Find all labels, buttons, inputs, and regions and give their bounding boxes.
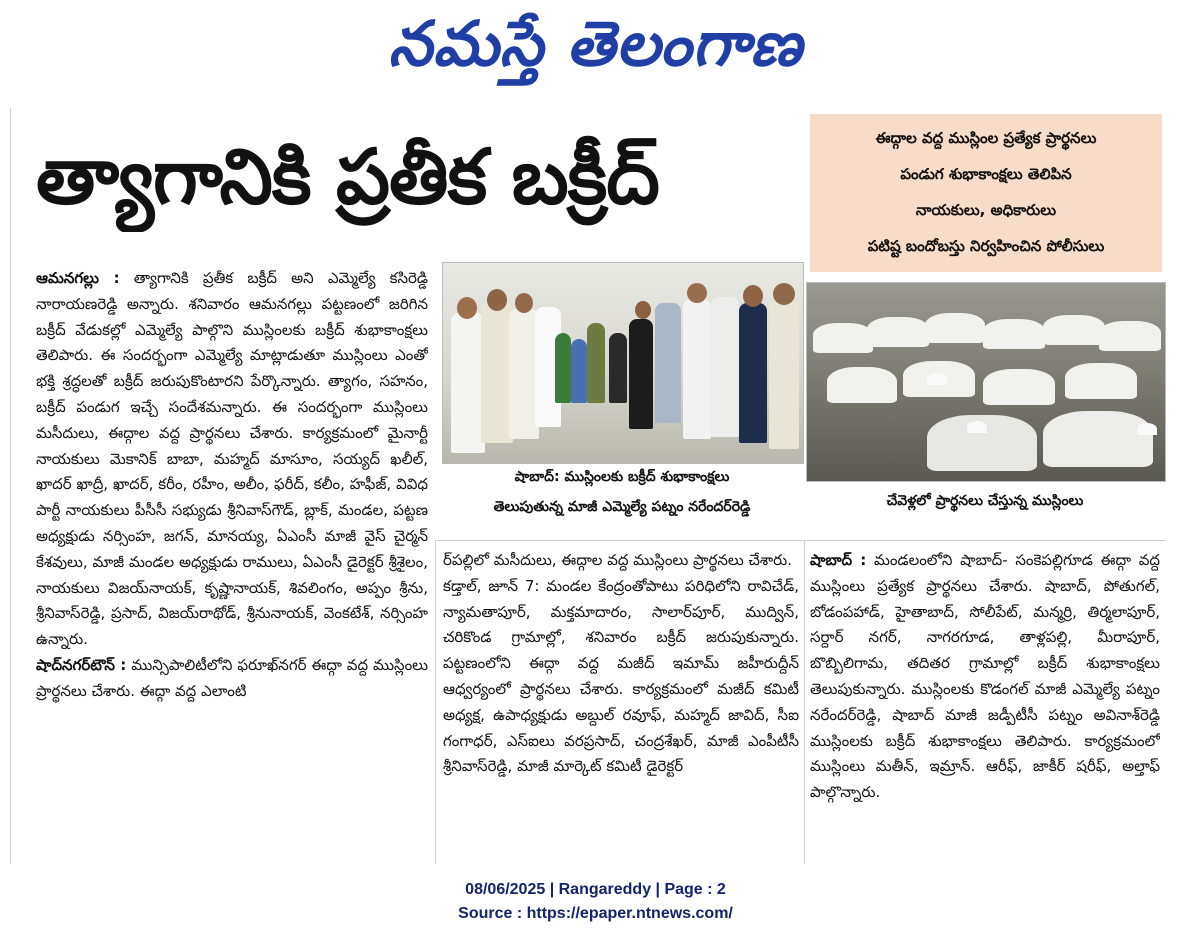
- prayer-cap: [967, 421, 987, 433]
- worshipper-figure: [1099, 321, 1161, 351]
- worshipper-figure: [827, 367, 897, 403]
- person-head: [687, 283, 707, 303]
- person-head: [773, 283, 795, 305]
- section-rule: [436, 540, 1166, 541]
- article-column-3: [810, 548, 1160, 864]
- person-figure: [451, 313, 485, 453]
- worshipper-figure: [1065, 363, 1137, 399]
- person-figure: [655, 303, 681, 423]
- photo2-caption: చేవెళ్లలో ప్రార్థనలు చేస్తున్న ముస్లింలు: [886, 493, 1084, 509]
- highlight-line: పండుగ శుభాకాంక్షలు తెలిపిన: [900, 165, 1072, 183]
- person-head: [487, 289, 507, 311]
- article-paragraph: [36, 266, 428, 653]
- article-column-2: [443, 548, 799, 864]
- person-figure: [711, 297, 739, 437]
- article-paragraph: కడ్తాల్, జూన్ 7: మండల కేంద్రంతోపాటు పరిధిలోని రావిచేడ్, న్యామతాపూర్, మక్తమాదారం, సాలార్‌పూర్, ముద్విన్, చరికొండ గ్రామాల్లో, శనివారం బక్రీద్ జరుపుకున్నారు. పట్టణంలోని ఈద్గా వద్ద మజీద్ ఇమామ్ జహీరుద్దీన్ ఆధ్వర్యంలో ప్రార్థనలు చేశారు. కార్యక్రమంలో మజీద్ కమిటీ అధ్యక్ష, ఉపాధ్యక్షుడు అబ్దుల్ రవూఫ్, మహ్మద్ జావిద్, సీఐ గంగాధర్, ఎస్‌ఐలు వరప్రసాద్, చంద్రశేఖర్, మాజీ ఎంపీటీసీ శ్రీనివాస్‌రెడ్డి, మాజీ మార్కెట్ కమిటీ డైరెక్టర్: [443, 576, 799, 776]
- prayer-cap: [927, 373, 947, 385]
- worshipper-figure: [925, 313, 985, 343]
- highlight-line: ఈద్గాల వద్ద ముస్లింల ప్రత్యేక ప్రార్థనలు: [875, 129, 1097, 147]
- column-rule: [10, 108, 11, 864]
- highlight-line: పటిష్ట బందోబస్తు నిర్వహించిన పోలీసులు: [867, 237, 1105, 255]
- person-head: [743, 285, 763, 307]
- person-figure: [587, 323, 605, 403]
- footer-source: Source : https://epaper.ntnews.com/: [458, 905, 733, 922]
- person-figure: [739, 303, 767, 443]
- dateline: ఆమనగల్లు :: [36, 269, 120, 287]
- group-photo: [442, 262, 804, 464]
- person-head: [457, 297, 477, 319]
- person-head: [635, 301, 651, 319]
- article-text: మున్సిపాలిటీలోని ఫరూఖ్‌నగర్ ఈద్గా వద్ద ముస్లింలు ప్రార్థనలు చేశారు. ఈద్గా వద్ద ఎలాంటి: [36, 655, 428, 700]
- dateline: షాబాద్ :: [810, 551, 867, 569]
- worshipper-figure: [983, 369, 1055, 405]
- person-head: [515, 293, 533, 313]
- article-column-1: [36, 266, 428, 864]
- highlight-line: నాయకులు, అధికారులు: [915, 201, 1057, 219]
- worshipper-figure: [867, 317, 929, 347]
- person-figure: [571, 339, 587, 403]
- prayer-cap: [1137, 423, 1157, 435]
- photo1-caption: [442, 462, 802, 522]
- person-figure: [609, 333, 627, 403]
- highlights-box: [810, 114, 1162, 272]
- worshipper-figure: [1043, 315, 1105, 345]
- masthead-logo: నమస్తే తెలంగాణ: [388, 7, 803, 80]
- article-paragraph: ర్‌పల్లిలో మసీదులు, ఈద్గాల వద్ద ముస్లింలు ప్రార్థనలు చేశారు.: [443, 551, 792, 569]
- worshipper-figure: [1043, 411, 1153, 467]
- column-rule: [435, 540, 436, 864]
- worshipper-figure: [813, 323, 873, 353]
- caption-line: షాబాద్: ముస్లింలకు బక్రీద్ శుభాకాంక్షలు: [514, 469, 730, 485]
- headline: త్యాగానికి ప్రతీక బక్రీద్: [36, 132, 659, 221]
- worshipper-figure: [983, 319, 1045, 349]
- dateline: షాద్‌నగర్‌టౌన్ :: [36, 655, 127, 674]
- person-figure: [683, 299, 711, 439]
- article-text: త్యాగానికి ప్రతీక బక్రీద్ అని ఎమ్మెల్యే కసిరెడ్డి నారాయణరెడ్డి అన్నారు. శనివారం ఆమనగల్లు పట్టణంలో జరిగిన బక్రీద్ వేడుకల్లో ఎమ్మెల్యే పాల్గొని ముస్లింలకు బక్రీద్ శుభాకాంక్షలు తెలిపారు. ఈ సందర్భంగా ఎమ్మెల్యే మాట్లాడుతూ ముస్లింలు ఎంతో భక్తి శ్రద్ధలతో బక్రీద్ జరుపుకొంటారని పేర్కొన్నారు. త్యాగం, సహనం, బక్రీద్ పండుగ ఇచ్చే సందేశమన్నారు. ఈ సందర్భంగా ముస్లింలు మసీదులు, ఈద్గాల వద్ద ప్రార్థనలు చేశారు. కార్యక్రమంలో మైనార్టీ నాయకులు మెకానిక్ బాబా, మహ్మద్ మాసూం, సయ్యద్ ఖలీల్, ఖాదర్ ఖాద్రీ, ఖాదర్, కరీం, రహీం, అలీం, ఫరీద్, కలీం, హఫీజ్, వివిధ పార్టీ నాయకులు పీసీసీ సభ్యుడు శ్రీనివాస్‌గౌడ్, బ్లాక్, మండల, పట్టణ అధ్యక్షుడు నర్సింహ, జగన్, మానయ్య, ఏఎంసీ మాజీ వైస్ చైర్మన్ కేశవులు, మాజీ మండల అధ్యక్షుడు రాములు, ఏఎంసీ డైరెక్టర్ శ్రీశైలం, నాయకులు విజయ్‌నాయక్, కృష్ణానాయక్, శివలింగం, అప్పం శ్రీను, శ్రీనివాస్‌రెడ్డి, ప్రసాద్, విజయ్‌రాథోడ్, శ్రీనునాయక్, వెంకటేశ్, నర్సింహ ఉన్నారు.: [36, 269, 428, 649]
- caption-line: తెలుపుతున్న మాజీ ఎమ్మెల్యే పట్నం నరేందర్‌రెడ్డి: [493, 499, 751, 515]
- article-paragraph: [810, 548, 1160, 806]
- article-text: మండలంలోని షాబాద్‌- సంకెపల్లిగూడ ఈద్గా వద్ద ముస్లింలు ప్రత్యేక ప్రార్థనలు చేశారు. షాబాద్, పోతుగల్, బోడంపహాడ్, హైతాబాద్, సోలీపేట్, మన్మర్రి, తిర్మలాపూర్, సర్దార్ నగర్, నాగరగూడ, తాళ్లపల్లి, మీరాపూర్, బొబ్బిలిగామ, తదితర గ్రామాల్లో బక్రీద్ శుభాకాంక్షలు తెలుపుకున్నారు. ముస్లింలకు కొడంగల్ మాజీ ఎమ్మెల్యే పట్నం నరేందర్‌రెడ్డి, షాబాద్ మాజీ జడ్పీటీసీ పట్నం అవినాశ్‌రెడ్డి ముస్లింలకు బక్రీద్ శుభాకాంక్షలు తెలిపారు. కార్యక్రమంలో ముస్లింలు మతీన్, ఇమ్రాన్. ఆరీఫ్, జాకీర్ షరీఫ్, అల్తాఫ్ పాల్గొన్నారు.: [810, 551, 1160, 802]
- article-paragraph: [36, 653, 428, 705]
- prayer-photo: [806, 282, 1166, 482]
- person-figure: [555, 333, 571, 403]
- person-figure: [629, 319, 653, 429]
- person-figure: [769, 299, 799, 449]
- column-rule: [804, 540, 805, 864]
- footer-date-edition: 08/06/2025 | Rangareddy | Page : 2: [465, 881, 726, 898]
